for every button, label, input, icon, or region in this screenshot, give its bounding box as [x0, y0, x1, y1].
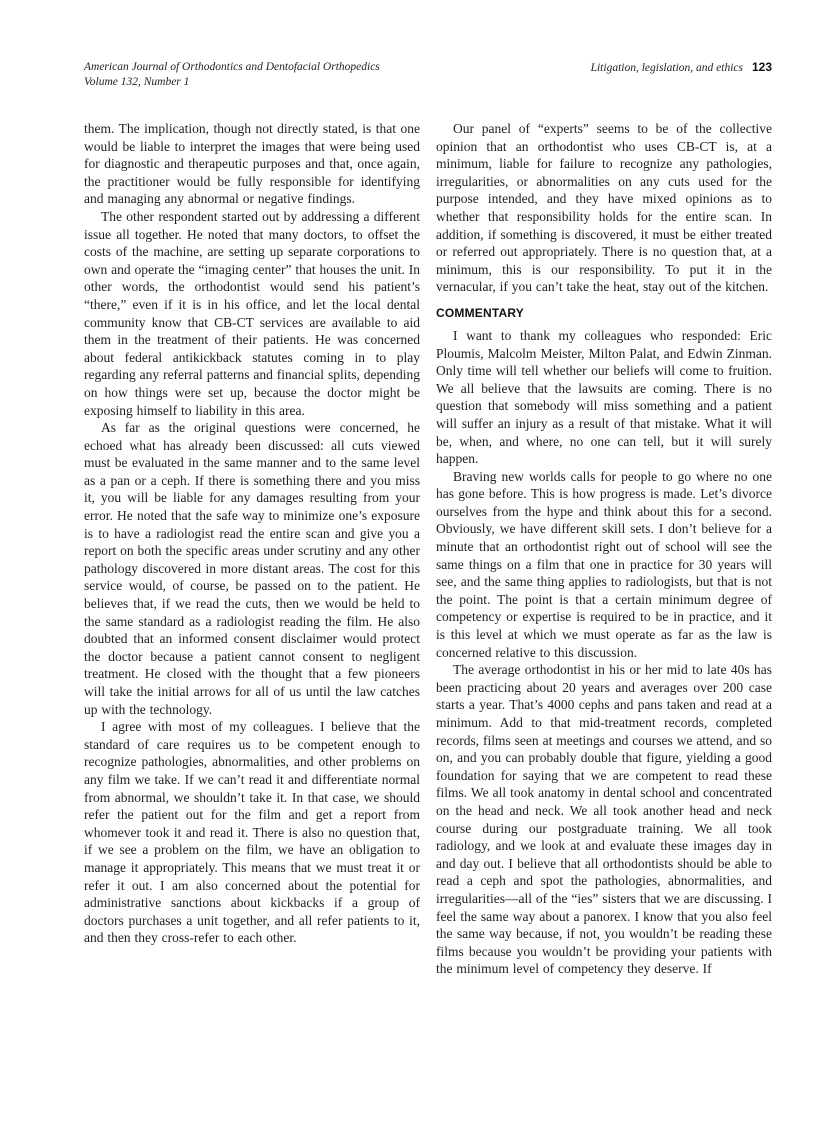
paragraph: Our panel of “experts” seems to be of the collective opinion that an orthodontist who uses CB-CT is, at a minimum, liable for failure to recognize any pathologies, irregularities, or abnormalities on any cuts used for the purpose intended, and they have mixed opinions as to whether that responsibility holds for the entire scan. In addition, if something is discovered, it must be either treated or referred out appropriately. There is no question that, at a minimum, this is our responsibility. To put it in the vernacular, if you can’t take the heat, stay out of the kitchen. — [436, 121, 772, 295]
page-header — [84, 60, 772, 89]
paragraph: The other respondent started out by addressing a different issue all together. He noted that many doctors, to offset the costs of the machine, are setting up separate corporations to own and operate the “imaging center” that houses the unit. In other words, the orthodontist would send his patient’s “there,” even if it is in his office, and let the local dental community know that CB-CT services are available to aid them in the treatment of their patients. He was concerned about federal antikickback statutes coming in to play regarding any referral patterns and financial splits, depending on how things were set up, because the doctor might be exposing himself to liability in this area. — [84, 208, 421, 418]
paragraph: Braving new worlds calls for people to go where no one has gone before. This is how progress is made. Let’s divorce ourselves from the hype and think about this for a second. Obviously, we have different skill sets. I don’t believe for a minute that an orthodontist right out of school will see the same things on a film that one in practice for 30 years will see, and the same thing applies to radiologists, but that is not the point. The point is that a certain minimum degree of competency or expertise is required to be in practice, and it is this level at which we must operate as far as the law is concerned relative to this discussion. — [436, 468, 772, 660]
paragraph: I want to thank my colleagues who responded: Eric Ploumis, Malcolm Meister, Milton Palat, and Edwin Zinman. Only time will tell whether our beliefs will come to fruition. We all believe that the lawsuits are coming. There is no question that somebody will miss something and a patient will suffer an injury as a result of that mistake. What it will be, when, and where, no one can tell, but it will surely happen. — [436, 327, 772, 467]
journal-volume-line: Volume 132, Number 1 — [84, 75, 190, 88]
paragraph: The average orthodontist in his or her mid to late 40s has been practicing about 20 years and averages over 200 case starts a year. That’s 4000 cephs and pans taken and read at a minimum. Add to that mid-treatment records, completed records, films seen at meetings and courses we attend, and so on, and you can probably double that figure, yielding a good foundation for saying that we are competent to read these films. We all took anatomy in dental school and concentrated on the head and neck. We all took another head and neck course during our postgraduate training. We all took radiology, and we look at and evaluate these images day in and day out. I believe that all orthodontists should be able to read a ceph and spot the pathologies, abnormalities, and irregularities—all of the “ies” sisters that we are discussing. I feel the same way about a panorex. I know that you also feel the same way because, if not, you wouldn’t be reading these films because you wouldn’t be providing your patients with the minimum level of competency they deserve. If — [436, 662, 772, 977]
paragraph: them. The implication, though not directly stated, is that one would be liable to interpret the images that were being used for diagnostic and therapeutic purposes and that, once again, the practitioner would be fully responsible for identifying and managing any abnormal or negative findings. — [84, 121, 420, 207]
paragraph: I agree with most of my colleagues. I believe that the standard of care requires us to be competent enough to recognize pathologies, abnormalities, and other problems on any film we take. If we can’t read it and differentiate normal from abnormal, we shouldn’t take it. In that case, we should refer the patient out for the film and get a report from whomever took it and read it. There is also no question that, if we see a problem on the film, we have an obligation to manage it appropriately. This means that we must treat it or refer it out. I am also concerned about the potential for administrative sanctions about kickbacks if a group of doctors purchases a unit together, and all refer patients to it, and then they cross-refer to each other. — [84, 719, 420, 946]
running-title: Litigation, legislation, and ethics — [590, 62, 743, 74]
journal-title: American Journal of Orthodontics and Dentofacial Orthopedics — [84, 61, 380, 73]
right-column — [436, 120, 772, 978]
journal-masthead — [84, 60, 380, 89]
section-heading-commentary: COMMENTARY — [436, 305, 524, 320]
left-column — [84, 120, 420, 978]
running-head — [591, 60, 772, 76]
article-body — [84, 120, 772, 978]
page-number: 123 — [751, 60, 772, 74]
paragraph: As far as the original questions were concerned, he echoed what has already been discussed: all cuts viewed must be evaluated in the same manner and to the same level as a pan or a ceph. If there is something there and you miss it, you will be liable for any damages resulting from your error. He noted that the safe way to minimize one’s exposure is to have a radiologist read the entire scan and give you a report on both the specific areas under scrutiny and any other pathology discovered in more distant areas. The cost for this service would, of course, be passed on to the patient. He believes that, if we read the cuts, then we would be held to the same standard as a radiologist reading the film. He also doubted that an informed consent disclaimer would protect the doctor because a patient cannot consent to negligent treatment. He closed with the thought that a few pioneers will take the initial arrows for all of us until the law catches up with the technology. — [84, 420, 420, 717]
